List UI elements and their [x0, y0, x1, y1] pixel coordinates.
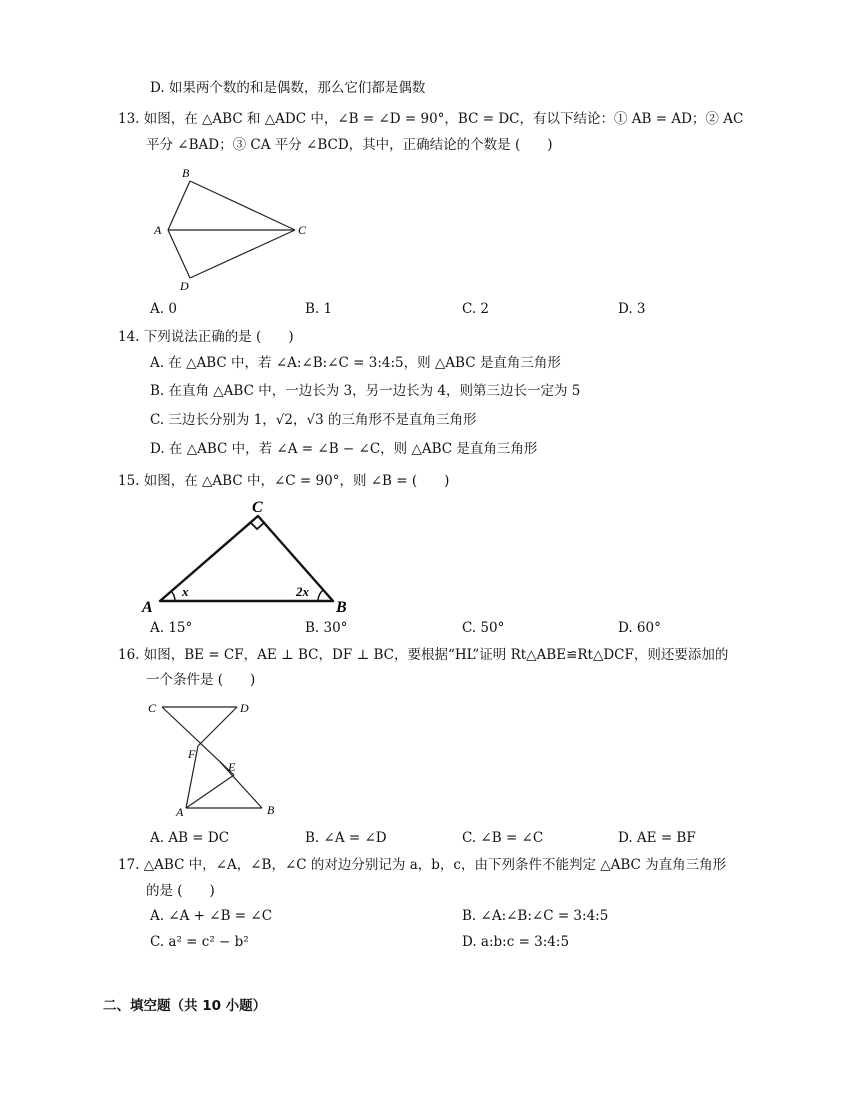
q16-label-b: B [267, 803, 275, 817]
q16-label-f: F [188, 747, 196, 761]
q14-stem: 14. 下列说法正确的是 ( ) [118, 329, 294, 345]
q15-label-2x: 2x [296, 584, 309, 599]
q13-label-d: D [180, 279, 189, 293]
q15-label-b: B [336, 599, 347, 616]
q17-option-a: A. ∠A + ∠B = ∠C [150, 908, 273, 924]
q16-option-d: D. AE = BF [618, 830, 696, 846]
q16-stem-line2: 一个条件是 ( ) [146, 672, 256, 688]
q13-label-b: B [182, 166, 190, 180]
q15-option-a: A. 15° [150, 620, 193, 636]
section-2-heading: 二、填空题（共 10 小题） [103, 998, 267, 1014]
q13-label-c: C [298, 223, 307, 237]
q15-label-x: x [182, 584, 189, 599]
q13-option-a: A. 0 [150, 301, 177, 317]
q14-option-b: B. 在直角 △ABC 中，一边长为 3，另一边长为 4，则第三边长一定为 5 [150, 383, 581, 399]
q13-option-d: D. 3 [618, 301, 646, 317]
q16-label-a: A [176, 805, 184, 819]
q15-option-c: C. 50° [462, 620, 505, 636]
q17-stem-line2: 的是 ( ) [146, 883, 215, 899]
q16-label-d: D [240, 701, 249, 715]
q14-option-d: D. 在 △ABC 中，若 ∠A = ∠B − ∠C，则 △ABC 是直角三角形 [150, 441, 538, 457]
q17-option-d: D. a:b:c = 3:4:5 [462, 934, 570, 950]
q16-option-a: A. AB = DC [150, 830, 230, 846]
q16-option-c: C. ∠B = ∠C [462, 830, 544, 846]
q13-label-a: A [154, 223, 162, 237]
q15-option-d: D. 60° [618, 620, 661, 636]
q15-option-b: B. 30° [305, 620, 348, 636]
q16-stem-line1: 16. 如图，BE = CF，AE ⊥ BC，DF ⊥ BC，要根据“HL”证明 Rt△ABE≌Rt△DCF，则还要添加的 [118, 647, 729, 663]
q15-label-a: A [142, 599, 153, 616]
q16-label-e: E [228, 760, 236, 774]
q12-option-d: D. 如果两个数的和是偶数，那么它们都是偶数 [150, 80, 426, 96]
q17-option-b: B. ∠A:∠B:∠C = 3:4:5 [462, 908, 609, 924]
q16-option-b: B. ∠A = ∠D [305, 830, 387, 846]
q17-stem-line1: 17. △ABC 中，∠A，∠B，∠C 的对边分别记为 a，b，c，由下列条件不能判定 △ABC 为直角三角形 [118, 857, 727, 873]
q17-option-c: C. a² = c² − b² [150, 934, 249, 950]
q13-option-c: C. 2 [462, 301, 490, 317]
q14-option-c: C. 三边长分别为 1，√2，√3 的三角形不是直角三角形 [150, 412, 477, 428]
q13-stem-line1: 13. 如图，在 △ABC 和 △ADC 中，∠B = ∠D = 90°，BC = DC，有以下结论：① AB = AD；② AC [118, 111, 744, 127]
q13-stem-line2: 平分 ∠BAD；③ CA 平分 ∠BCD，其中，正确结论的个数是 ( ) [146, 137, 553, 153]
q15-stem: 15. 如图，在 △ABC 中，∠C = 90°，则 ∠B = ( ) [118, 473, 450, 489]
q14-option-a: A. 在 △ABC 中，若 ∠A:∠B:∠C = 3:4:5，则 △ABC 是直角三角形 [150, 355, 561, 371]
q15-label-c: C [252, 499, 263, 516]
q16-label-c: C [148, 701, 157, 715]
q13-option-b: B. 1 [305, 301, 333, 317]
